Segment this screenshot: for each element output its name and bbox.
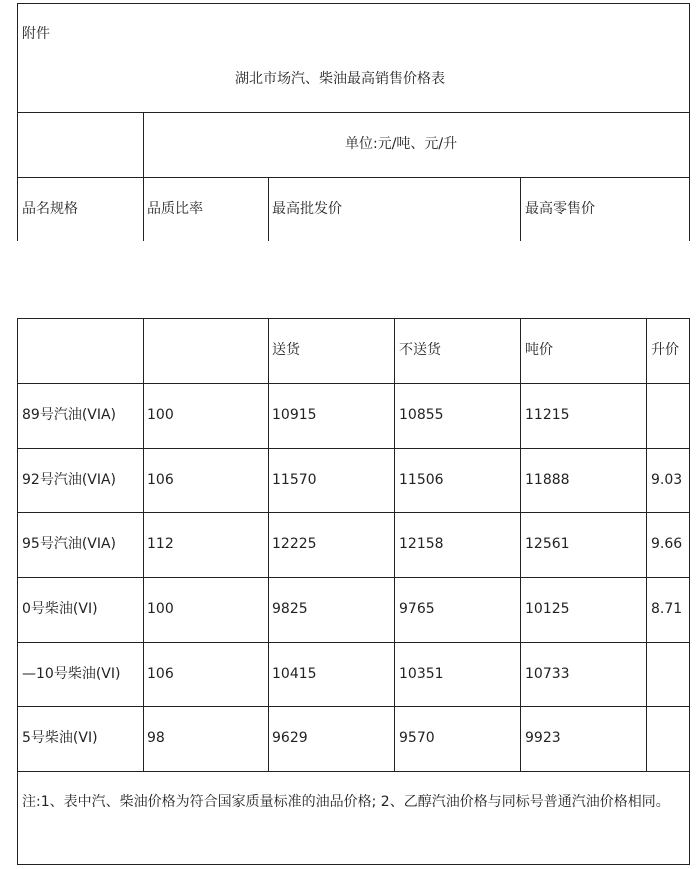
subheader-liter-price: 升价 [651, 342, 679, 358]
subheader-ton-price: 吨价 [525, 342, 553, 358]
cell-liter-price: 9.66 [651, 536, 683, 552]
cell-delivery: 12225 [272, 536, 317, 552]
cell-ton-price: 10733 [525, 666, 570, 682]
cell-delivery: 9825 [272, 601, 308, 617]
cell-no-delivery: 10351 [399, 666, 444, 682]
rule [268, 177, 269, 241]
cell-no-delivery: 9765 [399, 601, 435, 617]
rule [17, 577, 690, 578]
rule [689, 318, 690, 865]
rule [17, 318, 18, 865]
rule [17, 642, 690, 643]
rule [17, 864, 690, 865]
rule [689, 3, 690, 241]
page-title: 湖北市场汽、柴油最高销售价格表 [235, 71, 445, 87]
subheader-delivery: 送货 [272, 342, 300, 358]
cell-no-delivery: 12158 [399, 536, 444, 552]
cell-name: 92号汽油(VIA) [22, 472, 117, 488]
attachment-label: 附件 [22, 26, 50, 42]
cell-ratio: 112 [147, 536, 174, 552]
rule [520, 318, 521, 772]
rule [17, 177, 690, 178]
rule [143, 112, 144, 241]
rule [646, 318, 647, 772]
rule [17, 3, 690, 4]
cell-name: —10号柴油(VI) [22, 666, 121, 682]
column-header-max-wholesale: 最高批发价 [272, 201, 342, 217]
cell-no-delivery: 10855 [399, 407, 444, 423]
cell-no-delivery: 11506 [399, 472, 444, 488]
rule [520, 177, 521, 241]
cell-delivery: 10415 [272, 666, 317, 682]
cell-delivery: 9629 [272, 730, 308, 746]
cell-delivery: 10915 [272, 407, 317, 423]
cell-ratio: 100 [147, 407, 174, 423]
rule [394, 318, 395, 772]
table-note: 注:1、表中汽、柴油价格为符合国家质量标准的油品价格; 2、乙醇汽油价格与同标号普通汽油价格相同。 [22, 794, 670, 810]
cell-name: 89号汽油(VIA) [22, 407, 117, 423]
rule [17, 448, 690, 449]
unit-label: 单位:元/吨、元/升 [345, 136, 458, 152]
column-header-name: 品名规格 [22, 201, 78, 217]
subheader-no-delivery: 不送货 [399, 342, 441, 358]
rule [17, 112, 690, 113]
cell-ton-price: 11215 [525, 407, 570, 423]
cell-no-delivery: 9570 [399, 730, 435, 746]
rule [17, 512, 690, 513]
rule [17, 383, 690, 384]
column-header-quality-ratio: 品质比率 [147, 201, 203, 217]
rule [143, 318, 144, 772]
rule [17, 706, 690, 707]
rule [268, 318, 269, 772]
cell-ratio: 98 [147, 730, 165, 746]
cell-name: 95号汽油(VIA) [22, 536, 117, 552]
cell-ton-price: 10125 [525, 601, 570, 617]
rule [17, 318, 690, 319]
cell-name: 5号柴油(VI) [22, 730, 98, 746]
cell-ratio: 106 [147, 666, 174, 682]
cell-ratio: 100 [147, 601, 174, 617]
cell-ratio: 106 [147, 472, 174, 488]
cell-name: 0号柴油(VI) [22, 601, 98, 617]
cell-liter-price: 8.71 [651, 601, 683, 617]
cell-liter-price: 9.03 [651, 472, 683, 488]
rule [17, 771, 690, 772]
cell-delivery: 11570 [272, 472, 317, 488]
rule [17, 3, 18, 241]
cell-ton-price: 12561 [525, 536, 570, 552]
cell-ton-price: 9923 [525, 730, 561, 746]
column-header-max-retail: 最高零售价 [525, 201, 595, 217]
cell-ton-price: 11888 [525, 472, 570, 488]
